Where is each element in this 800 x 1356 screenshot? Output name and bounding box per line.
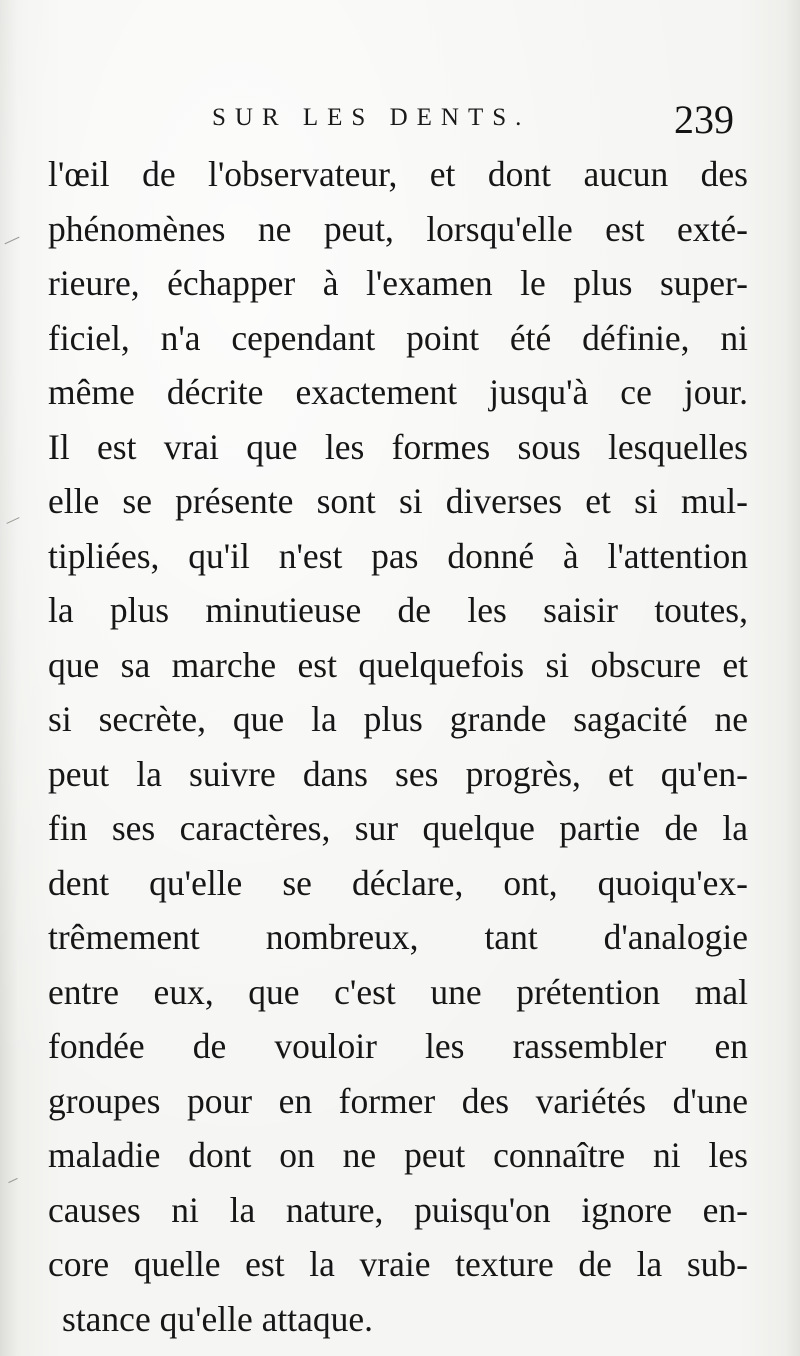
- text-line: trêmement nombreux, tant d'analogie: [48, 917, 748, 957]
- text-line: maladie dont on ne peut connaître ni les: [48, 1135, 748, 1175]
- paper-speck: [5, 237, 20, 245]
- text-line: elle se présente sont si diverses et si mul-: [48, 481, 748, 521]
- text-line: dent qu'elle se déclare, ont, quoiqu'ex-: [48, 862, 748, 903]
- text-line: core quelle est la vraie texture de la sub-: [48, 1244, 748, 1284]
- page-number: 239: [674, 97, 734, 142]
- text-line: tipliées, qu'il n'est pas donné à l'attention: [48, 535, 748, 576]
- text-line: Il est vrai que les formes sous lesquelles: [48, 426, 748, 467]
- text-line: la plus minutieuse de les saisir toutes,: [48, 590, 748, 630]
- text-line: phénomènes ne peut, lorsqu'elle est exté-: [48, 208, 748, 249]
- text-line: même décrite exactement jusqu'à ce jour.: [48, 372, 748, 412]
- text-line: ficiel, n'a cependant point été définie, ni: [48, 317, 748, 358]
- text-line: fin ses caractères, sur quelque partie de la: [48, 808, 748, 848]
- running-title: SUR LES DENTS.: [212, 104, 531, 131]
- text-line: que sa marche est quelquefois si obscure et: [48, 644, 748, 685]
- paper-speck: [8, 1178, 17, 1183]
- text-line: si secrète, que la plus grande sagacité ne: [48, 699, 748, 739]
- text-line: entre eux, que c'est une prétention mal: [48, 971, 748, 1012]
- text-line-last: stance qu'elle attaque.: [62, 1298, 373, 1339]
- paper-speck: [6, 517, 19, 524]
- page-header: [0, 96, 800, 146]
- text-line: groupes pour en former des variétés d'une: [48, 1080, 748, 1121]
- text-line: peut la suivre dans ses progrès, et qu'en-: [48, 753, 748, 794]
- text-line: causes ni la nature, puisqu'on ignore en-: [48, 1189, 748, 1230]
- text-line: l'œil de l'observateur, et dont aucun des: [48, 154, 748, 194]
- body-text: [48, 147, 748, 1346]
- text-line: rieure, échapper à l'examen le plus super-: [48, 263, 748, 303]
- text-line: fondée de vouloir les rassembler en: [48, 1026, 748, 1066]
